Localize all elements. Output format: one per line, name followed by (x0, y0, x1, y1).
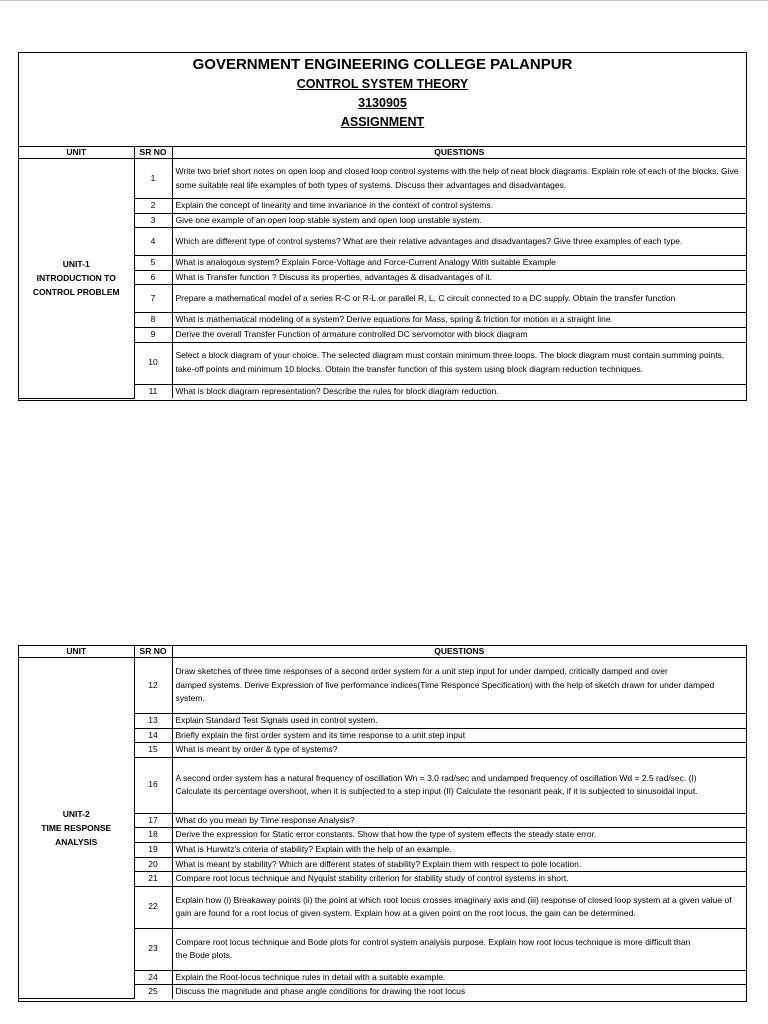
table-header-row (19, 147, 746, 159)
assignment-block-unit-1 (18, 52, 747, 401)
sr-number: 20 (134, 857, 172, 872)
college-name: GOVERNMENT ENGINEERING COLLEGE PALANPUR (192, 56, 573, 73)
sr-number: 16 (134, 757, 172, 813)
sr-number: 1 (134, 159, 172, 199)
question-text: Give one example of an open loop stable system and open loop unstable system. (172, 213, 746, 228)
question-text: Discuss the magnitude and phase angle conditions for drawing the root locus (172, 985, 746, 999)
question-text: What is Transfer function ? Discuss its properties, advantages & disadvantages of it. (172, 270, 746, 285)
question-text: What is block diagram representation? Describe the rules for block diagram reduction. (172, 384, 746, 398)
sr-number: 9 (134, 327, 172, 342)
sr-number: 19 (134, 842, 172, 857)
table-row (19, 159, 746, 199)
document-header (19, 53, 746, 147)
question-text: Prepare a mathematical model of a series R-C or R-L or parallel R, L, C circuit connected to a DC supply. Obtain the transfer function (172, 285, 746, 313)
sr-number: 2 (134, 199, 172, 214)
sr-number: 12 (134, 658, 172, 714)
question-text: Explain Standard Test Signals used in control system. (172, 714, 746, 729)
sr-number: 18 (134, 828, 172, 843)
question-text: Derive the expression for Static error constants. Show that how the type of system effects the steady state error. (172, 828, 746, 843)
sr-number: 25 (134, 985, 172, 999)
question-text: What is analogous system? Explain Force-Voltage and Force-Current Analogy With suitable Example (172, 256, 746, 271)
table-row (19, 658, 746, 714)
sr-number: 7 (134, 285, 172, 313)
question-text: What is mathematical modeling of a system? Derive equations for Mass, spring & friction for motion in a straight line. (172, 313, 746, 328)
table-header-row (19, 646, 746, 658)
sr-number: 13 (134, 714, 172, 729)
sr-number: 22 (134, 886, 172, 928)
col-header-unit: UNIT (19, 147, 134, 159)
sr-number: 24 (134, 970, 172, 985)
sr-number: 10 (134, 342, 172, 384)
sr-number: 21 (134, 872, 172, 887)
question-text: Derive the overall Transfer Function of armature controlled DC servomotor with block diagram (172, 327, 746, 342)
sr-number: 15 (134, 743, 172, 758)
question-text: What do you mean by Time response Analysis? (172, 813, 746, 828)
col-header-questions: QUESTIONS (172, 646, 746, 658)
page-top-border (0, 0, 768, 1)
sr-number: 14 (134, 728, 172, 743)
question-text: Explain the concept of linearity and time invariance in the context of control systems. (172, 199, 746, 214)
sr-number: 3 (134, 213, 172, 228)
sr-number: 23 (134, 928, 172, 970)
subject-code: 3130905 (358, 96, 407, 110)
question-text: Write two brief short notes on open loop and closed loop control systems with the help of neat block diagrams. Explain role of each of the blocks. Give some suitable real life examples of both types of systems. Discuss their advantages and disadvantages. (172, 159, 746, 199)
question-text: Explain how (i) Breakaway points (ii) the point at which root locus crosses imaginary axis and (iii) response of closed loop system at a given value of gain are found for a root locus of given system. Explain how at a given point on the root locus, the gain can be determined. (172, 886, 746, 928)
col-header-questions: QUESTIONS (172, 147, 746, 159)
col-header-unit: UNIT (19, 646, 134, 658)
sr-number: 4 (134, 228, 172, 256)
question-text: Draw sketches of three time responses of a second order system for a unit step input for under damped, critically damped and over damped systems. Derive Expression of five performance indices(Time Responce Specification) with the help of sketch drawn for under damped system. (172, 658, 746, 714)
unit-1-table (19, 147, 746, 399)
question-text: A second order system has a natural frequency of oscillation Wn = 3.0 rad/sec and undamped frequency of oscillation Wd = 2.5 rad/sec. (I) Calculate its percentage overshoot, when it is subjected to a step input (II) Calculate the resonant peak, if it is subjected to sinusoidal input. (172, 757, 746, 813)
unit-label: UNIT-1 INTRODUCTION TO CONTROL PROBLEM (19, 159, 134, 399)
question-text: What is Hurwitz's criteria of stability? Explain with the help of an example. (172, 842, 746, 857)
sr-number: 11 (134, 384, 172, 398)
question-text: Explain the Root-locus technique rules in detail with a suitable example. (172, 970, 746, 985)
unit-label: UNIT-2 TIME RESPONSE ANALYSIS (19, 658, 134, 999)
question-text: What is meant by stability? Which are different states of stability? Explain them with respect to pole location. (172, 857, 746, 872)
sr-number: 17 (134, 813, 172, 828)
col-header-sr: SR NO (134, 147, 172, 159)
question-text: Compare root locus technique and Nyquist stability criterion for stability study of control systems in short. (172, 872, 746, 887)
unit-2-table (19, 646, 746, 999)
assignment-block-unit-2 (18, 645, 747, 1002)
sr-number: 5 (134, 256, 172, 271)
sr-number: 6 (134, 270, 172, 285)
sr-number: 8 (134, 313, 172, 328)
question-text: Which are different type of control systems? What are their relative advantages and disadvantages? Give three examples of each type. (172, 228, 746, 256)
document-type: ASSIGNMENT (340, 115, 425, 129)
question-text: Select a block diagram of your choice. The selected diagram must contain minimum three loops. The block diagram must contain summing points, take-off points and minimum 10 blocks. Obtain the transfer function of this system using block diagram reduction techniques. (172, 342, 746, 384)
subject-title: CONTROL SYSTEM THEORY (296, 77, 469, 91)
col-header-sr: SR NO (134, 646, 172, 658)
question-text: Compare root locus technique and Bode plots for control system analysis purpose. Explain how root locus technique is more difficult than the Bode plots. (172, 928, 746, 970)
question-text: Briefly explain the first order system and its time response to a unit step input (172, 728, 746, 743)
question-text: What is meant by order & type of systems? (172, 743, 746, 758)
